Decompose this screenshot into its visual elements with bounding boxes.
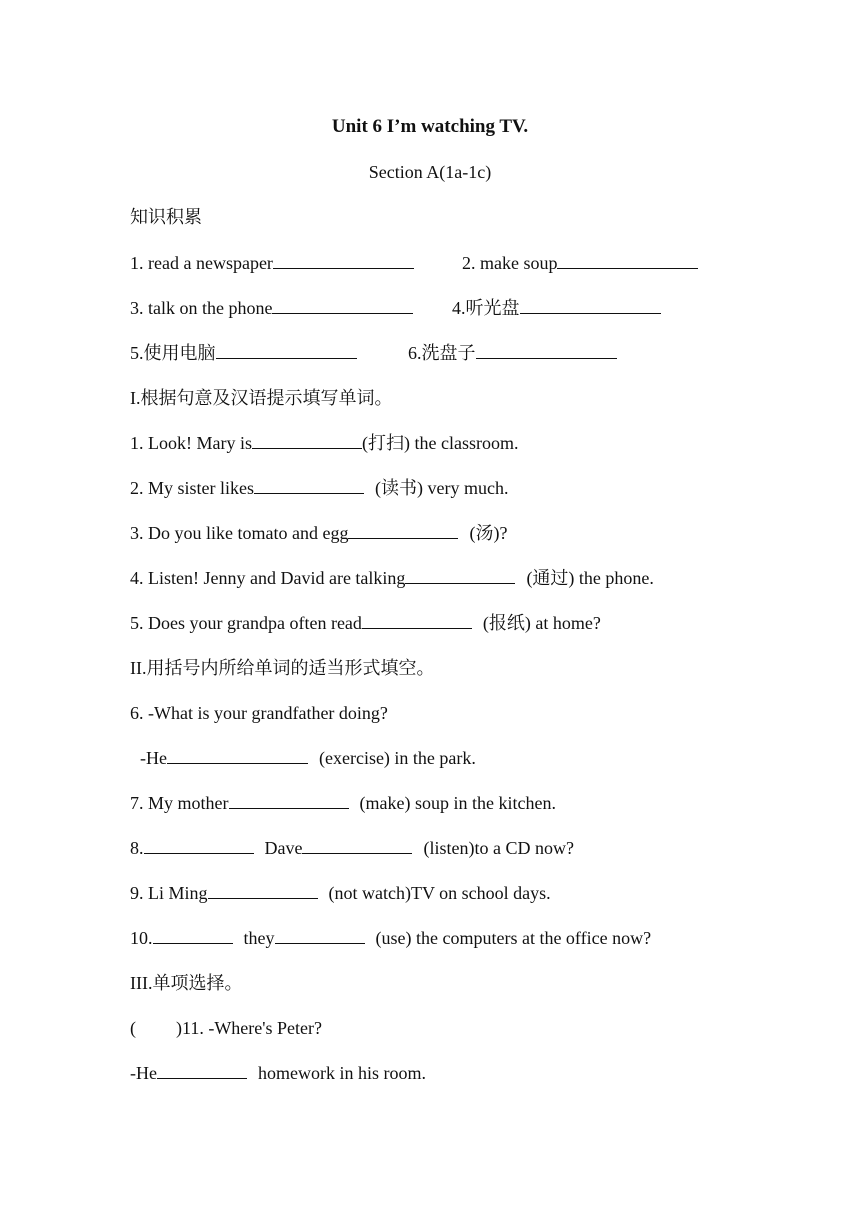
question-hint: (make) soup in the kitchen. — [359, 793, 556, 813]
answer-blank[interactable] — [302, 837, 412, 854]
question-text: 10. — [130, 928, 153, 948]
question-2 — [130, 477, 508, 499]
question-hint: (读书) very much. — [375, 478, 509, 498]
question-8 — [130, 837, 574, 859]
question-6: 6. -What is your grandfather doing? — [130, 703, 388, 723]
part1-heading: I.根据句意及汉语提示填写单词。 — [130, 388, 393, 408]
answer-blank[interactable] — [208, 882, 318, 899]
answer-blank[interactable] — [275, 927, 365, 944]
question-hint: homework in his room. — [257, 1063, 426, 1083]
question-11-answer — [130, 1062, 426, 1084]
part3-heading: III.单项选择。 — [130, 973, 243, 993]
answer-blank[interactable] — [476, 342, 617, 359]
question-hint: (通过) the phone. — [526, 568, 654, 588]
question-10 — [130, 927, 651, 949]
question-text: 8. — [130, 838, 144, 858]
vocab-item — [408, 342, 617, 364]
question-hint: (exercise) in the park. — [318, 748, 476, 768]
answer-blank[interactable] — [167, 747, 308, 764]
question-hint: (use) the computers at the office now? — [375, 928, 652, 948]
answer-blank[interactable] — [216, 342, 357, 359]
vocab-text: 1. read a newspaper — [130, 253, 273, 273]
answer-blank[interactable] — [272, 297, 413, 314]
question-hint: (listen)to a CD now? — [423, 838, 574, 858]
question-4 — [130, 567, 654, 589]
part2-heading: II.用括号内所给单词的适当形式填空。 — [130, 658, 435, 678]
answer-blank[interactable] — [157, 1062, 247, 1079]
vocab-text: 6.洗盘子 — [408, 343, 476, 363]
answer-blank[interactable] — [362, 612, 472, 629]
question-hint: (not watch)TV on school days. — [328, 883, 551, 903]
question-1 — [130, 432, 518, 454]
question-3 — [130, 522, 507, 544]
page-title: Unit 6 I’m watching TV. — [331, 116, 529, 137]
answer-blank[interactable] — [254, 477, 364, 494]
question-text: 5. Does your grandpa often read — [130, 613, 362, 633]
question-text: 7. My mother — [130, 793, 229, 813]
question-text: 1. Look! Mary is — [130, 433, 252, 453]
answer-blank[interactable] — [229, 792, 349, 809]
choice-paren[interactable]: ( — [130, 1018, 136, 1038]
question-7 — [130, 792, 556, 814]
question-6-answer — [140, 747, 476, 769]
vocab-item — [452, 297, 661, 319]
vocab-item — [130, 342, 357, 364]
question-text: )11. -Where's Peter? — [176, 1018, 323, 1038]
question-hint: (打扫) the classroom. — [361, 433, 519, 453]
question-hint: (汤)? — [469, 523, 508, 543]
answer-blank[interactable] — [520, 297, 661, 314]
vocab-item — [130, 252, 414, 274]
question-text: Dave — [264, 838, 303, 858]
question-text: 2. My sister likes — [130, 478, 254, 498]
answer-blank[interactable] — [144, 837, 254, 854]
question-text: -He — [140, 748, 167, 768]
vocab-item — [130, 297, 413, 319]
page-subtitle: Section A(1a-1c) — [368, 162, 492, 182]
answer-blank[interactable] — [557, 252, 698, 269]
question-11 — [130, 1017, 322, 1039]
vocab-text: 2. make soup — [462, 253, 558, 273]
vocab-item — [462, 252, 698, 274]
question-text: they — [243, 928, 275, 948]
vocab-text: 5.使用电脑 — [130, 343, 216, 363]
question-text: -He — [130, 1063, 157, 1083]
question-5 — [130, 612, 601, 634]
question-hint: (报纸) at home? — [482, 613, 601, 633]
answer-blank[interactable] — [348, 522, 458, 539]
question-text: 3. Do you like tomato and egg — [130, 523, 349, 543]
answer-blank[interactable] — [252, 432, 362, 449]
question-text: 4. Listen! Jenny and David are talking — [130, 568, 406, 588]
section-knowledge-heading: 知识积累 — [130, 207, 202, 227]
answer-blank[interactable] — [405, 567, 515, 584]
answer-blank[interactable] — [273, 252, 414, 269]
question-text: 9. Li Ming — [130, 883, 208, 903]
answer-blank[interactable] — [153, 927, 233, 944]
vocab-text: 4.听光盘 — [452, 298, 520, 318]
question-9 — [130, 882, 551, 904]
vocab-text: 3. talk on the phone — [130, 298, 273, 318]
